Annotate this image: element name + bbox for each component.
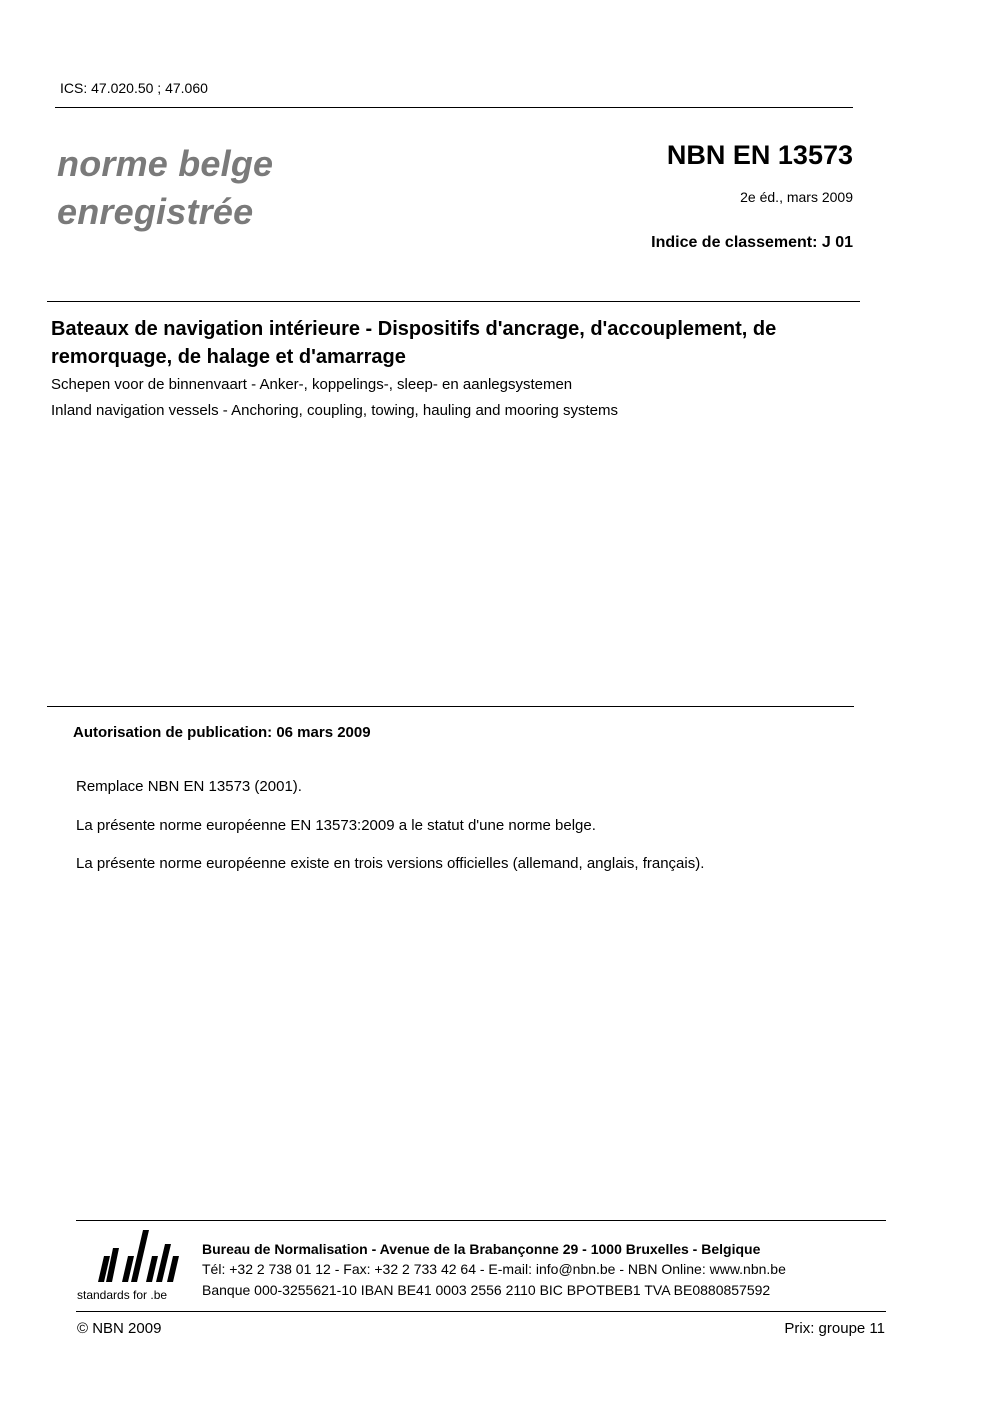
standard-number: NBN EN 13573: [666, 140, 853, 170]
brand-line-1: norme belge: [57, 143, 274, 184]
top-divider: [55, 107, 853, 108]
footer-divider-bottom: [76, 1311, 886, 1312]
footer-address: Bureau de Normalisation - Avenue de la Brabançonne 29 - 1000 Bruxelles - Belgique: [202, 1241, 761, 1257]
status-note: La présente norme européenne EN 13573:2009 a le statut d'une norme belge.: [76, 817, 596, 834]
body-divider: [47, 706, 854, 707]
title-english: Inland navigation vessels - Anchoring, coupling, towing, hauling and mooring systems: [51, 402, 618, 419]
title-divider: [47, 301, 860, 302]
footer-divider-top: [76, 1220, 886, 1221]
title-french: Bateaux de navigation intérieure - Dispositifs d'ancrage, d'accouplement, de remorquage, de halage et d'amarrage: [51, 318, 777, 368]
ics-code: ICS: 47.020.50 ; 47.060: [60, 80, 208, 96]
title-dutch: Schepen voor de binnenvaart - Anker-, koppelings-, sleep- en aanlegsystemen: [51, 376, 573, 393]
footer-bank-details: Banque 000-3255621-10 IBAN BE41 0003 2556 2110 BIC BPOTBEB1 TVA BE0880857592: [202, 1282, 771, 1298]
replaces-note: Remplace NBN EN 13573 (2001).: [76, 778, 302, 795]
brand-line-2: enregistrée: [57, 191, 254, 232]
publication-authorization: Autorisation de publication: 06 mars 2009: [73, 724, 371, 741]
price-group: Prix: groupe 11: [784, 1320, 885, 1337]
versions-note: La présente norme européenne existe en trois versions officielles (allemand, anglais, français).: [76, 855, 705, 872]
copyright: © NBN 2009: [77, 1320, 162, 1337]
logo-tagline: standards for .be: [77, 1288, 168, 1302]
edition-date: 2e éd., mars 2009: [740, 189, 853, 205]
classification-index: Indice de classement: J 01: [651, 234, 853, 251]
footer-contact: Tél: +32 2 738 01 12 - Fax: +32 2 733 42 64 - E-mail: info@nbn.be - NBN Online: www.nbn.be: [202, 1261, 786, 1277]
